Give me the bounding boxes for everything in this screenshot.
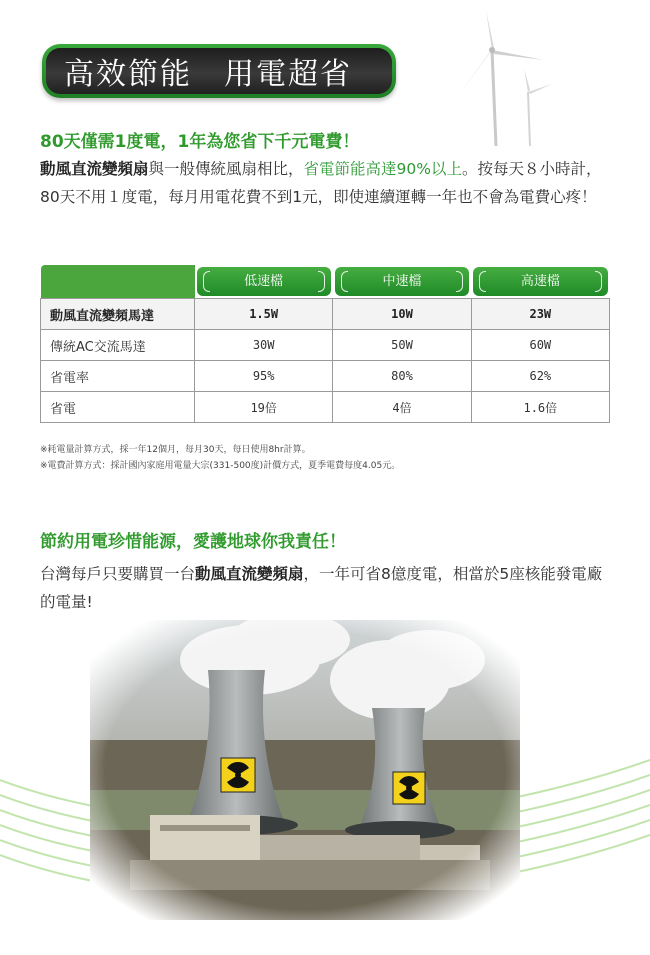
highlight-text: 省電節能高達90%以上 [303, 160, 462, 178]
table-cell: 23W [471, 299, 609, 330]
table-header-row [41, 265, 610, 299]
table-cell: 30W [195, 330, 333, 361]
note-consumption: ※耗電量計算方式，採一年12個月，每月30天，每日使用8hr計算。 [40, 445, 311, 455]
table-cell: 1.6倍 [471, 392, 609, 423]
column-header-high: 高速檔 [473, 267, 607, 296]
table-row [41, 330, 610, 361]
table-corner [41, 265, 195, 299]
column-header-low: 低速檔 [197, 267, 331, 296]
table-row [41, 299, 610, 330]
table-row [41, 392, 610, 423]
table-cell: 4倍 [333, 392, 471, 423]
title-banner [42, 44, 396, 98]
row-label: 傳統AC交流馬達 [41, 330, 195, 361]
note-tariff: ※電費計算方式：採計國內家庭用電量大宗(331-500度)計價方式，夏季電費每度4.05元。 [40, 461, 401, 471]
table-cell: 10W [333, 299, 471, 330]
row-label: 省電率 [41, 361, 195, 392]
table-cell: 50W [333, 330, 471, 361]
table-cell: 95% [195, 361, 333, 392]
column-header-mid: 中速檔 [335, 267, 469, 296]
section1-paragraph: 動風直流變頻扇與一般傳統風扇相比，省電節能高達90%以上。按每天８小時計，80天不用１度電，每月用電花費不到1元，即使連續運轉一年也不會為電費心疼！ [40, 160, 602, 206]
table-cell: 1.5W [195, 299, 333, 330]
table-cell: 19倍 [195, 392, 333, 423]
section2-heading: 節約用電珍惜能源，愛護地球你我責任！ [40, 532, 346, 552]
nuclear-plant-image [90, 620, 520, 920]
table-row [41, 361, 610, 392]
product-name: 動風直流變頻扇 [195, 565, 304, 583]
table-cell: 62% [471, 361, 609, 392]
power-comparison-table [40, 265, 610, 423]
page-title: 高效節能 用電超省 [64, 57, 352, 92]
product-name: 動風直流變頻扇 [40, 160, 149, 178]
row-label: 動風直流變頻馬達 [41, 299, 195, 330]
section1-heading: 80天僅需1度電，1年為您省下千元電費！ [40, 132, 360, 152]
row-label: 省電 [41, 392, 195, 423]
section2-paragraph: 台灣每戶只要購買一台動風直流變頻扇，一年可省8億度電，相當於5座核能發電廠的電量! [40, 565, 603, 611]
wind-turbine-icon [450, 8, 560, 148]
table-cell: 80% [333, 361, 471, 392]
table-cell: 60W [471, 330, 609, 361]
